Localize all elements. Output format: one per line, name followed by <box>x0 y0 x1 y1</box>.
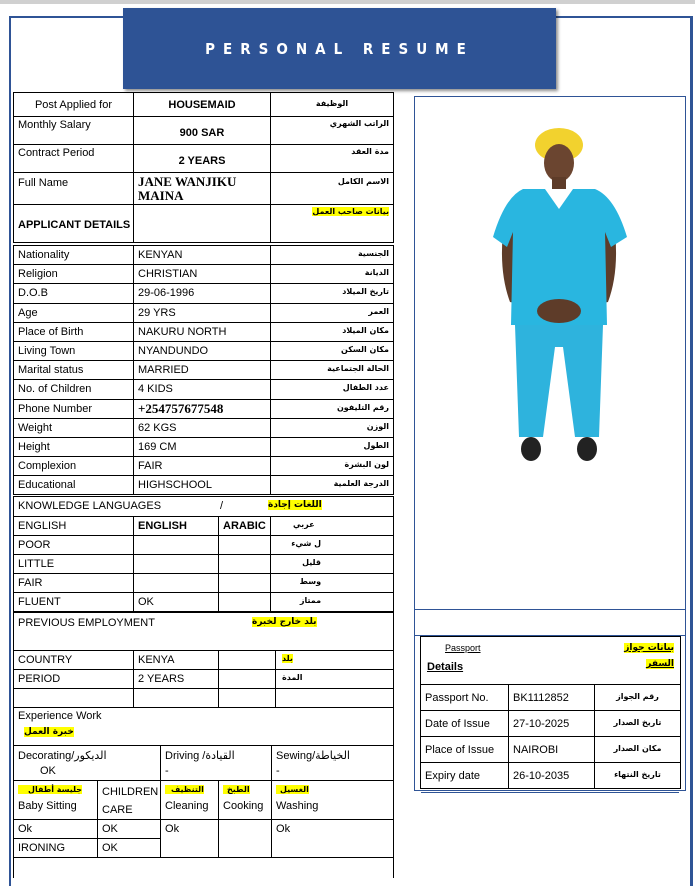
passport-heading-arabic-bottom: السفر <box>646 659 674 669</box>
passport-table <box>420 636 681 789</box>
photo-spacer <box>414 610 686 636</box>
contract-label: Contract Period <box>14 145 134 173</box>
table-row <box>14 497 394 517</box>
detail-arabic: مكان الميلاد <box>271 322 394 341</box>
skill-sewing-label: Sewing/الخياطة <box>272 746 394 765</box>
ironing-label: IRONING <box>14 839 98 858</box>
table-row <box>14 858 394 878</box>
lang-col-0: ENGLISH <box>14 517 134 536</box>
post-label: Post Applied for <box>14 93 134 117</box>
cleaning-label: Cleaning <box>165 800 209 812</box>
salary-label: Monthly Salary <box>14 117 134 145</box>
lang-arabic <box>219 536 271 555</box>
post-value: HOUSEMAID <box>134 93 271 117</box>
employment-heading-arabic: بلد خارج لخبرة <box>252 617 317 627</box>
detail-label: Weight <box>14 418 134 437</box>
languages-heading-arabic: اللغات إجادة <box>268 500 322 510</box>
salary-value: 900 SAR <box>134 117 271 145</box>
table-row <box>14 670 394 689</box>
table-row <box>421 711 681 737</box>
babysitting-arabic: جليسة أطفال <box>18 785 82 794</box>
detail-arabic: الحالة الجتماعية <box>271 361 394 380</box>
table-row <box>14 399 394 418</box>
country-arabic: بلد <box>282 654 293 663</box>
table-row <box>14 781 394 820</box>
lang-level: LITTLE <box>14 555 134 574</box>
lang-arabic <box>219 574 271 593</box>
lang-col-2: ARABIC <box>219 517 271 536</box>
table-row <box>14 322 394 341</box>
detail-value: 62 KGS <box>134 418 271 437</box>
passport-value: BK1112852 <box>509 685 595 711</box>
lang-col-3: عربي <box>271 517 394 536</box>
table-row <box>14 746 394 765</box>
detail-label: Place of Birth <box>14 322 134 341</box>
top-bar <box>0 0 695 4</box>
lang-arabic <box>219 555 271 574</box>
washing-value: Ok <box>272 820 394 858</box>
lang-level-arabic: ل شيء <box>271 536 394 555</box>
childrencare-label: CHILDREN CARE <box>98 781 161 820</box>
table-row <box>14 437 394 456</box>
experience-heading: Experience Work <box>18 710 102 722</box>
table-row <box>14 117 394 145</box>
detail-value: CHRISTIAN <box>134 265 271 284</box>
table-row <box>14 361 394 380</box>
employment-extra <box>219 651 276 670</box>
passport-arabic: تاريخ النتهاء <box>595 763 681 789</box>
detail-arabic: الطول <box>271 437 394 456</box>
post-arabic: الوظيفة <box>271 93 394 117</box>
table-row <box>14 380 394 399</box>
passport-heading-top: Passport <box>445 643 481 653</box>
applicant-details-label: APPLICANT DETAILS <box>14 205 134 243</box>
skill-driving-label: Driving /القيادة <box>161 746 272 765</box>
applicant-details-arabic: بيانات صاحب العمل <box>312 207 389 216</box>
employment-extra <box>219 670 276 689</box>
detail-arabic: عدد الطفال <box>271 380 394 399</box>
skill-sewing-value: - <box>272 765 394 781</box>
lang-arabic <box>219 593 271 612</box>
experience-heading-arabic: خبرة العمل <box>24 727 74 737</box>
table-row <box>14 593 394 612</box>
table-row <box>14 303 394 322</box>
table-row <box>14 418 394 437</box>
washing-arabic: الغسيل <box>276 785 309 794</box>
contract-arabic: مدة العقد <box>271 145 394 173</box>
cleaning-value: Ok <box>161 820 219 858</box>
page-title: PERSONAL RESUME <box>205 39 474 58</box>
salary-arabic: الراتب الشهري <box>271 117 394 145</box>
table-row <box>14 574 394 593</box>
ironing-value: OK <box>98 839 161 858</box>
lang-english <box>134 536 219 555</box>
cleaning-arabic: التنظيف <box>165 785 204 794</box>
detail-arabic: تاريخ الميلاد <box>271 284 394 303</box>
header-table <box>13 92 394 243</box>
detail-label: Living Town <box>14 341 134 360</box>
contract-value: 2 YEARS <box>134 145 271 173</box>
lang-level-arabic: ممتاز <box>271 593 394 612</box>
table-row <box>14 457 394 476</box>
detail-value: KENYAN <box>134 246 271 265</box>
lang-english <box>134 555 219 574</box>
detail-label: Educational <box>14 476 134 495</box>
fullname-arabic: الاسم الكامل <box>271 173 394 205</box>
fullname-value: JANE WANJIKU MAINA <box>134 173 271 205</box>
passport-value: 26-10-2035 <box>509 763 595 789</box>
table-row <box>14 265 394 284</box>
detail-arabic: الديانة <box>271 265 394 284</box>
detail-label: Age <box>14 303 134 322</box>
employment-arabic <box>276 689 394 708</box>
employment-value: KENYA <box>134 651 219 670</box>
detail-label: D.O.B <box>14 284 134 303</box>
detail-label: Religion <box>14 265 134 284</box>
passport-label: Place of Issue <box>421 737 509 763</box>
table-row <box>14 613 394 651</box>
passport-heading-bottom: Details <box>427 661 464 673</box>
detail-label: No. of Children <box>14 380 134 399</box>
washing-label: Washing <box>276 800 319 812</box>
table-row <box>14 341 394 360</box>
languages-table <box>13 496 394 612</box>
languages-separator: / <box>220 500 224 512</box>
babysitting-label: Baby Sitting <box>18 800 77 812</box>
table-row <box>14 93 394 117</box>
passport-label: Expiry date <box>421 763 509 789</box>
person-photo-icon <box>415 97 686 610</box>
lang-english: OK <box>134 593 219 612</box>
skill-decorating-value: OK <box>14 765 161 781</box>
table-row <box>14 145 394 173</box>
employment-arabic: المدة <box>276 670 394 689</box>
detail-label: Complexion <box>14 457 134 476</box>
babysitting-value: Ok <box>14 820 98 839</box>
passport-heading-arabic-top: بيانات جواز <box>624 643 674 653</box>
table-row <box>14 555 394 574</box>
table-row <box>14 765 394 781</box>
detail-label: Height <box>14 437 134 456</box>
employment-table <box>13 612 394 746</box>
employment-label <box>14 689 134 708</box>
detail-value: HIGHSCHOOL <box>134 476 271 495</box>
lang-level: FLUENT <box>14 593 134 612</box>
detail-value: NAKURU NORTH <box>134 322 271 341</box>
applicant-details-value <box>134 205 271 243</box>
employment-label: COUNTRY <box>14 651 134 670</box>
applicant-photo <box>414 96 686 610</box>
skill-driving-value: - <box>161 765 272 781</box>
table-row <box>14 689 394 708</box>
lang-level: FAIR <box>14 574 134 593</box>
passport-value: NAIROBI <box>509 737 595 763</box>
table-row <box>421 637 681 685</box>
table-row <box>14 246 394 265</box>
passport-value: 27-10-2025 <box>509 711 595 737</box>
table-row <box>14 651 394 670</box>
passport-arabic: رقم الجواز <box>595 685 681 711</box>
employment-heading: PREVIOUS EMPLOYMENT <box>18 617 155 629</box>
detail-value: 4 KIDS <box>134 380 271 399</box>
details-table <box>13 245 394 495</box>
detail-arabic: الوزن <box>271 418 394 437</box>
cooking-label: Cooking <box>223 800 264 812</box>
employment-value: 2 YEARS <box>134 670 219 689</box>
languages-heading: KNOWLEDGE LANGUAGES <box>18 500 162 512</box>
detail-label: Marital status <box>14 361 134 380</box>
passport-arabic: تاريخ الصدار <box>595 711 681 737</box>
table-row <box>14 820 394 839</box>
detail-arabic: العمر <box>271 303 394 322</box>
detail-value: 29-06-1996 <box>134 284 271 303</box>
table-row <box>14 205 394 243</box>
table-row <box>14 476 394 495</box>
detail-arabic: لون البشرة <box>271 457 394 476</box>
passport-arabic: مكان الصدار <box>595 737 681 763</box>
detail-arabic: الدرجة العلمية <box>271 476 394 495</box>
passport-label: Date of Issue <box>421 711 509 737</box>
lang-col-1: ENGLISH <box>134 517 219 536</box>
skills-table <box>13 745 394 878</box>
table-row <box>421 685 681 711</box>
table-row <box>421 763 681 789</box>
employment-extra <box>219 689 276 708</box>
detail-label: Phone Number <box>14 399 134 418</box>
detail-value: 169 CM <box>134 437 271 456</box>
title-banner <box>123 8 556 89</box>
lang-english <box>134 574 219 593</box>
table-row <box>14 173 394 205</box>
cooking-arabic: الطبخ <box>223 785 250 794</box>
employment-label: PERIOD <box>14 670 134 689</box>
detail-value: 29 YRS <box>134 303 271 322</box>
passport-underline <box>421 792 679 793</box>
detail-arabic: مكان السكن <box>271 341 394 360</box>
lang-level: POOR <box>14 536 134 555</box>
childrencare-value: OK <box>98 820 161 839</box>
skill-decorating-label: Decorating/الديكور <box>14 746 161 765</box>
fullname-label: Full Name <box>14 173 134 205</box>
detail-value: +254757677548 <box>134 399 271 418</box>
table-row <box>421 737 681 763</box>
employment-arabic <box>276 651 394 670</box>
cooking-value <box>219 820 272 858</box>
employment-value <box>134 689 219 708</box>
detail-arabic: رقم التليفون <box>271 399 394 418</box>
table-row <box>14 708 394 746</box>
lang-level-arabic: قليل <box>271 555 394 574</box>
detail-value: FAIR <box>134 457 271 476</box>
lang-level-arabic: وسط <box>271 574 394 593</box>
table-row <box>14 517 394 536</box>
table-row <box>14 536 394 555</box>
detail-value: MARRIED <box>134 361 271 380</box>
detail-label: Nationality <box>14 246 134 265</box>
detail-arabic: الجنسية <box>271 246 394 265</box>
table-row <box>14 284 394 303</box>
passport-label: Passport No. <box>421 685 509 711</box>
detail-value: NYANDUNDO <box>134 341 271 360</box>
